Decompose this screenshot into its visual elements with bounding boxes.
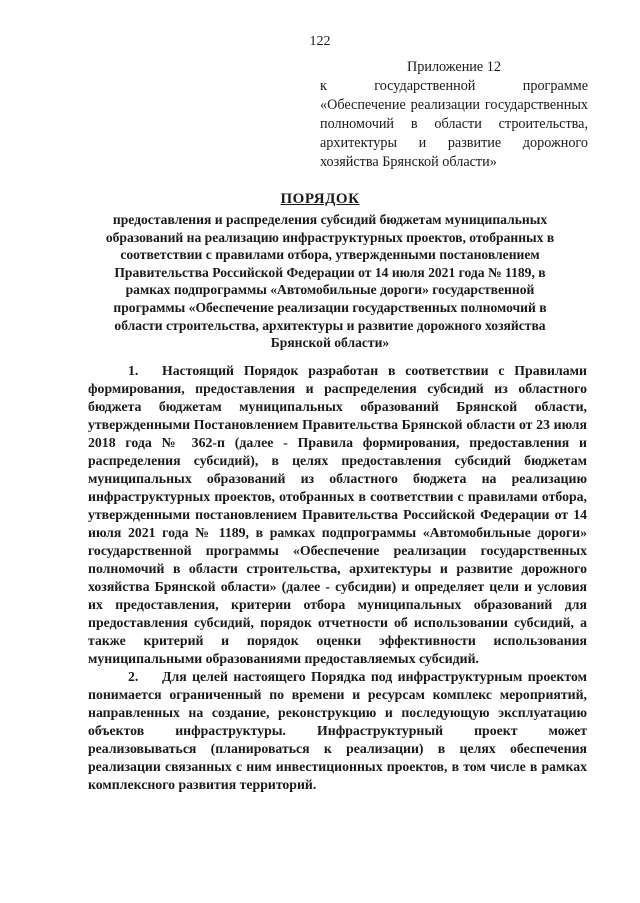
appendix-title: Приложение 12 [407,59,501,75]
document-body [88,362,587,794]
appendix-header [320,58,588,172]
paragraph-1-text: Настоящий Порядок разработан в соответствии с Правилами формирования, предоставления и распределения субсидий из областного бюджета бюджетам муниципальных образований Брянской области, утвержденными Постановлением Правительства Брянской области от 23 июля 2018 года № 362-п (далее - Правила формирования, предоставления и распределения субсидий), в целях предоставления субсидий бюджетам муниципальных образований из областного бюджета на реализацию инфраструктурных проектов, отобранных в соответствии с правилами отбора, утвержденными постановлением Правительства Российской Федерации от 14 июля 2021 года № 1189, в рамках подпрограммы «Автомобильные дороги» государственной программы «Обеспечение реализации государственных полномочий в области строительства, архитектуры и развитие дорожного хозяйства Брянской области» (далее - субсидии) и определяет цели и условия их предоставления, критерии отбора муниципальных образований для предоставления субсидий, порядок отчетности об использовании субсидий, а также критерий и порядок оценки эффективности использования муниципальными образованиями предоставляемых субсидий. [88,363,587,666]
paragraph-2 [88,668,587,794]
paragraph-2-number: 2. [128,669,139,684]
paragraph-1-number: 1. [128,363,139,378]
document-subtitle: предоставления и распределения субсидий бюджетам муниципальных образований на реализацию инфраструктурных проектов, отобранных в соответствии с правилами отбора, утвержденными постановлением Правительства Российской Федерации от 14 июля 2021 года № 1189, в рамках подпрограммы «Автомобильные дороги» государственной программы «Обеспечение реализации государственных полномочий в области строительства, архитектуры и развитие дорожного хозяйства Брянской области» [105,212,555,351]
document-title: ПОРЯДОК [280,191,360,207]
paragraph-1 [88,362,587,668]
page-number: 122 [309,34,331,49]
appendix-text: к государственной программе «Обеспечение реализации государственных полномочий в области строительства, архитектуры и развитие дорожного хозяйства Брянской области» [320,78,588,170]
paragraph-2-text: Для целей настоящего Порядка под инфраструктурным проектом понимается ограниченный по времени и ресурсам комплекс мероприятий, направленных на создание, реконструкцию и последующую эксплуатацию объектов инфраструктуры. Инфраструктурный проект может реализовываться (планироваться к реализации) в целях обеспечения реализации связанных с ним инвестиционных проектов, в том числе в рамках комплексного развития территорий. [88,669,587,792]
